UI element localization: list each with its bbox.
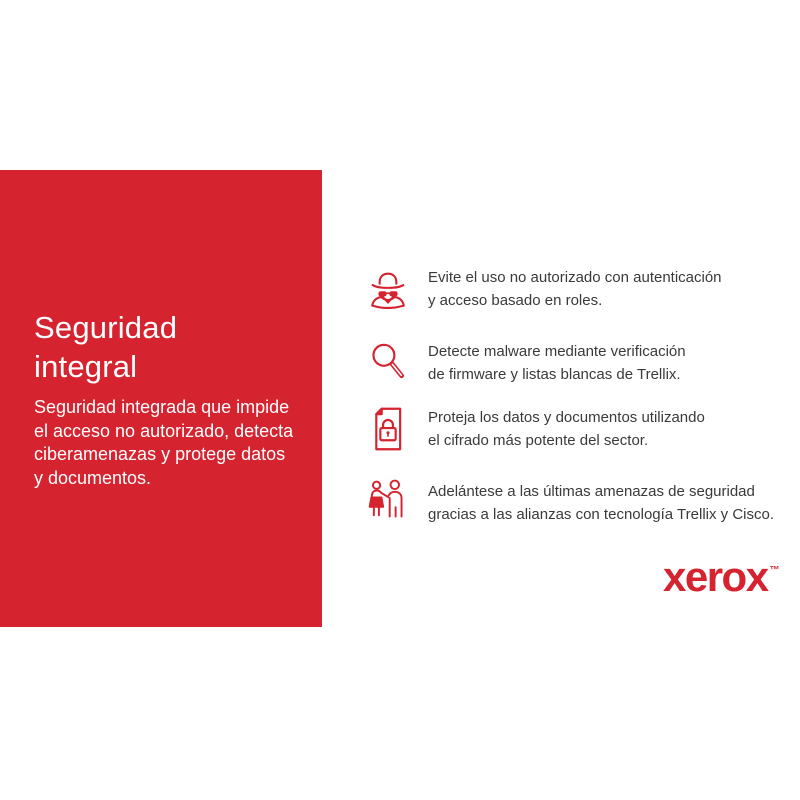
feature-item (366, 404, 776, 454)
panel-description-line: ciberamenazas y protege datos (34, 444, 286, 464)
feature-text-line: Evite el uso no autorizado con autenticación (428, 269, 722, 286)
magnifier-icon (366, 340, 410, 386)
panel-description (34, 396, 293, 490)
locked-document-icon (366, 404, 410, 454)
feature-text-line: el cifrado más potente del sector. (428, 432, 649, 449)
feature-text (428, 266, 722, 312)
feature-text-line: Detecte malware mediante verificación (428, 343, 686, 360)
feature-text (428, 340, 686, 386)
partnership-icon (366, 475, 410, 531)
xerox-wordmark: xerox (663, 553, 768, 600)
feature-text-line: Proteja los datos y documentos utilizando (428, 409, 705, 426)
feature-text (428, 480, 774, 526)
trademark-symbol: ™ (769, 565, 780, 576)
spy-icon (366, 269, 410, 309)
page-title (34, 308, 177, 386)
page-title-line: Seguridad (34, 310, 178, 345)
feature-text-line: y acceso basado en roles. (428, 292, 603, 309)
xerox-logo (663, 553, 780, 600)
panel-description-line: y documentos. (34, 467, 152, 488)
panel-description-line: el acceso no autorizado, detecta (34, 420, 294, 441)
feature-text-line: Adelántese a las últimas amenazas de seguridad (428, 483, 755, 500)
feature-item (366, 264, 776, 314)
page-title-line: integral (34, 349, 138, 384)
feature-text (428, 406, 705, 452)
security-panel (0, 170, 322, 627)
feature-text-line: de firmware y listas blancas de Trellix. (428, 366, 681, 383)
feature-list (366, 264, 776, 528)
panel-description-line: Seguridad integrada que impide (34, 397, 290, 417)
feature-item (366, 478, 776, 528)
feature-text-line: gracias a las alianzas con tecnología Trellix y Cisco. (428, 506, 774, 523)
feature-item (366, 338, 776, 388)
